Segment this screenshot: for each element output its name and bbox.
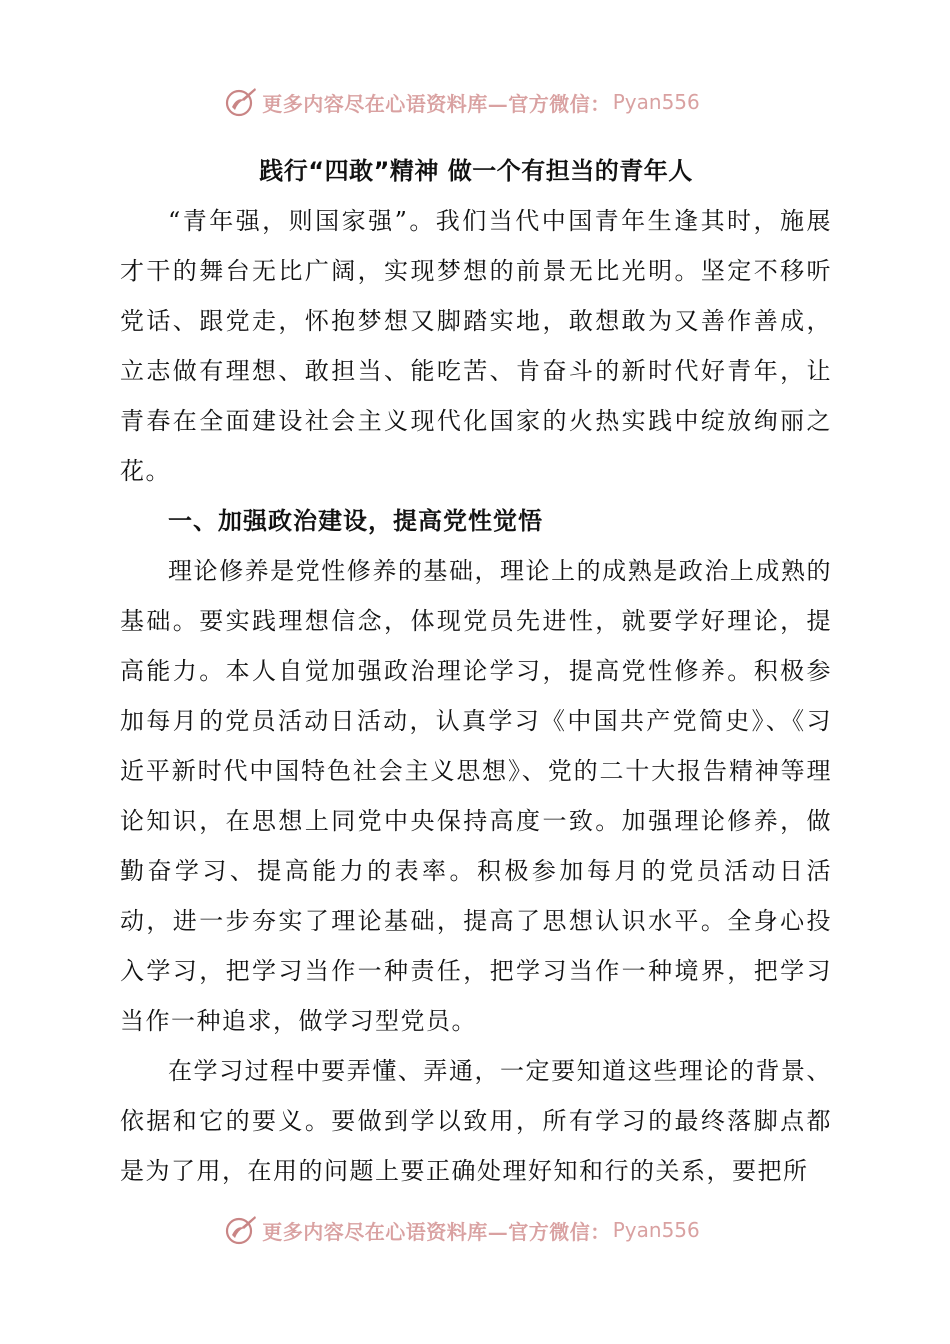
- body-paragraph: 理论修养是党性修养的基础，理论上的成熟是政治上成熟的基础。要实践理想信念，体现党员先进性，就要学好理论，提高能力。本人自觉加强政治理论学习，提高党性修养。积极参加每月的党员活动日活动，认真学习《中国共产党简史》、《习近平新时代中国特色社会主义思想》、党的二十大报告精神等理论知识，在思想上同党中央保持高度一致。加强理论修养，做勤奋学习、提高能力的表率。积极参加每月的党员活动日活动，进一步夯实了理论基础，提高了思想认识水平。全身心投入学习，把学习当作一种责任，把学习当作一种境界，把学习当作一种追求，做学习型党员。: [120, 557, 832, 1035]
- watermark-wechat-id: Pyan556: [612, 1218, 700, 1242]
- body-paragraph: 在学习过程中要弄懂、弄通，一定要知道这些理论的背景、依据和它的要义。要做到学以致用，所有学习的最终落脚点都是为了用，在用的问题上要正确处理好知和行的关系，要把所: [120, 1057, 832, 1185]
- pen-logo-icon: [224, 1213, 258, 1247]
- document-title: 践行“四敢”精神 做一个有担当的青年人: [259, 157, 693, 185]
- watermark-wechat-id: Pyan556: [612, 90, 700, 114]
- footer-watermark: [0, 1210, 950, 1250]
- header-watermark: [0, 82, 950, 122]
- watermark-text: 更多内容尽在心语资料库—官方微信：: [262, 91, 611, 116]
- intro-paragraph: “青年强，则国家强”。我们当代中国青年生逢其时，施展才干的舞台无比广阔，实现梦想的前景无比光明。坚定不移听党话、跟党走，怀抱梦想又脚踏实地，敢想敢为又善作善成，立志做有理想、敢担当、能吃苦、肯奋斗的新时代好青年，让青春在全面建设社会主义现代化国家的火热实践中绽放绚丽之花。: [120, 207, 832, 485]
- watermark-text: 更多内容尽在心语资料库—官方微信：: [262, 1219, 611, 1244]
- document-body: [120, 146, 832, 1196]
- pen-logo-icon: [224, 85, 258, 119]
- section-heading: 一、加强政治建设，提高党性觉悟: [168, 507, 543, 535]
